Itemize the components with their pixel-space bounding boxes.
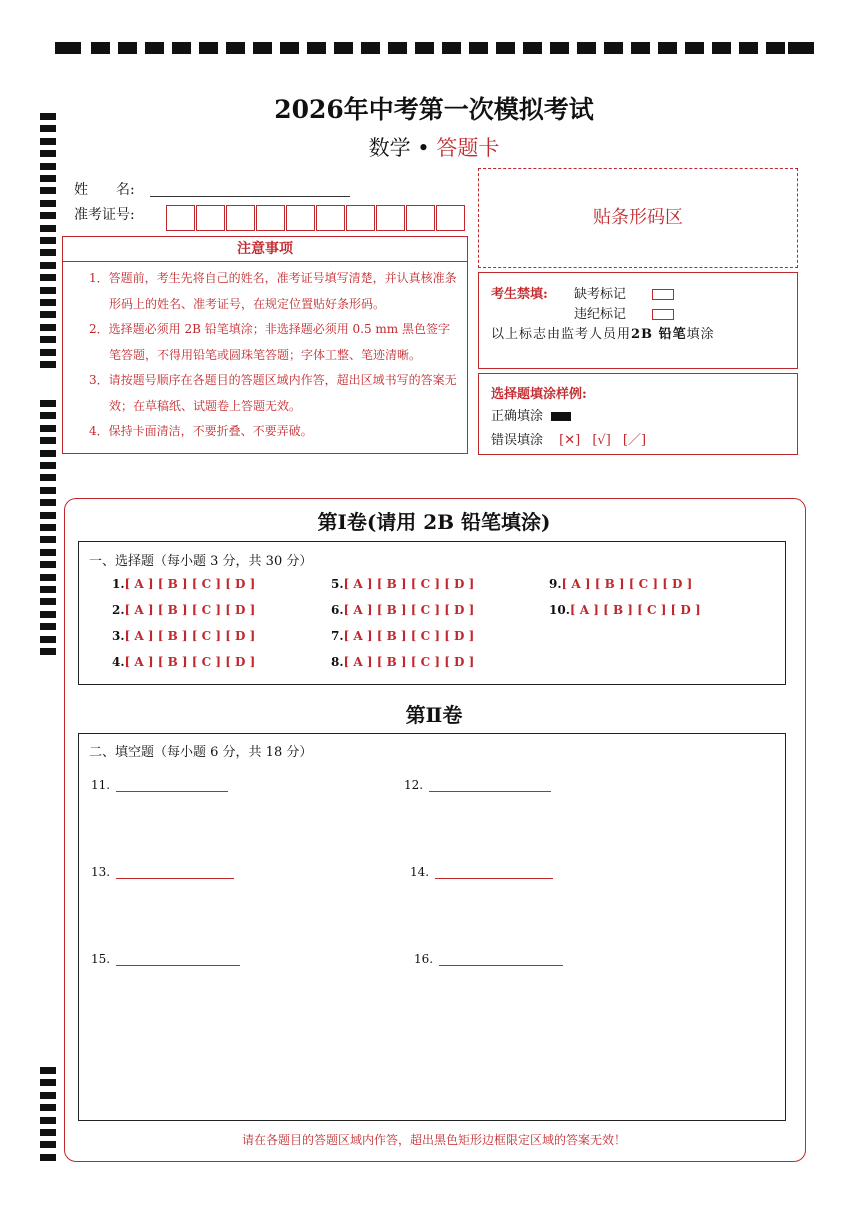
notice-title: 注意事项: [63, 237, 467, 262]
mc-question-number: 8.: [331, 655, 344, 669]
mc-options[interactable]: [ A ] [ B ] [ C ] [ D ]: [343, 603, 475, 617]
timing-mark: [118, 42, 137, 54]
timing-mark: [40, 536, 56, 543]
timing-mark: [91, 42, 110, 54]
timing-mark: [40, 336, 56, 343]
fill-answer-line[interactable]: [116, 790, 228, 792]
barcode-area: 贴条形码区: [478, 168, 798, 268]
timing-mark: [40, 237, 56, 244]
fill-question-number: 14.: [410, 865, 430, 879]
mc-question-number: 7.: [331, 629, 344, 643]
timing-mark: [766, 42, 785, 54]
timing-mark: [577, 42, 596, 54]
id-digit-box[interactable]: [406, 205, 435, 231]
notice-box: [62, 236, 468, 454]
mc-options[interactable]: [ A ] [ B ] [ C ] [ D ]: [343, 629, 475, 643]
timing-mark: [442, 42, 461, 54]
violation-mark[interactable]: [652, 309, 674, 320]
timing-mark: [361, 42, 380, 54]
timing-mark: [415, 42, 434, 54]
timing-mark: [40, 412, 56, 419]
id-number-field[interactable]: [166, 205, 466, 231]
fill-question: [414, 952, 563, 966]
mc-question-number: 10.: [549, 603, 570, 617]
timing-mark: [40, 125, 56, 132]
mc-question-number: 9.: [549, 577, 562, 591]
fill-answer-line[interactable]: [439, 964, 563, 966]
timing-mark: [40, 361, 56, 368]
timing-mark: [199, 42, 218, 54]
correct-row: [491, 405, 571, 424]
fill-sample-box: [478, 373, 798, 455]
mc-question-number: 5.: [331, 577, 344, 591]
mc-question-number: 4.: [112, 655, 125, 669]
mc-options[interactable]: [ A ] [ B ] [ C ] [ D ]: [343, 577, 475, 591]
forbid-note-bold: 2B 铅笔: [631, 327, 687, 342]
timing-mark: [40, 311, 56, 318]
mc-options[interactable]: [ A ] [ B ] [ C ] [ D ]: [569, 603, 701, 617]
timing-mark: [307, 42, 326, 54]
absent-label: 缺考标记: [574, 287, 627, 302]
timing-mark: [739, 42, 758, 54]
timing-mark: [631, 42, 650, 54]
mc-question: [331, 655, 474, 669]
violation-row: [574, 303, 674, 322]
mc-question-number: 6.: [331, 603, 344, 617]
page-title: 2026年中考第一次模拟考试: [274, 95, 594, 124]
mc-question: [549, 603, 701, 617]
timing-mark: [40, 1092, 56, 1099]
timing-mark: [40, 1104, 56, 1111]
violation-label: 违纪标记: [574, 307, 627, 322]
timing-mark: [172, 42, 191, 54]
fill-question: [91, 778, 228, 792]
wrong-mark-slash: [／]: [622, 433, 647, 448]
timing-mark: [40, 324, 56, 331]
fill-blank-section: [78, 733, 786, 1121]
timing-mark: [40, 1079, 56, 1086]
notice-item: 2．选择题必须用 2B 铅笔填涂；非选择题必须用 0.5 mm 黑色签字笔答题，不得用铅笔或圆珠笔答题；字体工整、笔迹清晰。: [89, 322, 451, 362]
correct-label: 正确填涂: [491, 409, 544, 424]
timing-mark: [40, 163, 56, 170]
fb-section-title: 二、填空题（每小题 6 分，共 18 分）: [89, 745, 313, 760]
forbid-note-text: 以上标志由监考人员用: [491, 327, 632, 342]
mc-question-number: 3.: [112, 629, 125, 643]
timing-mark: [280, 42, 299, 54]
id-digit-box[interactable]: [286, 205, 315, 231]
subject-label: 数学: [368, 136, 411, 160]
fill-answer-line[interactable]: [435, 877, 553, 879]
timing-mark: [523, 42, 542, 54]
fill-answer-line[interactable]: [116, 877, 234, 879]
correct-fill-mark: [551, 412, 571, 421]
timing-mark: [40, 349, 56, 356]
volume2-title: 第Ⅱ卷: [405, 703, 463, 727]
timing-mark: [40, 450, 56, 457]
timing-mark: [40, 462, 56, 469]
id-digit-box[interactable]: [346, 205, 375, 231]
timing-mark: [40, 1129, 56, 1136]
timing-mark: [40, 1141, 56, 1148]
timing-mark: [40, 287, 56, 294]
timing-mark: [40, 299, 56, 306]
sample-title: 选择题填涂样例:: [491, 387, 587, 402]
timing-mark: [334, 42, 353, 54]
timing-mark: [40, 1117, 56, 1124]
timing-mark: [40, 249, 56, 256]
wrong-mark-check: [√]: [592, 433, 611, 448]
timing-mark: [40, 487, 56, 494]
forbid-note: [491, 323, 715, 342]
mc-options[interactable]: [ A ] [ B ] [ C ] [ D ]: [124, 603, 256, 617]
mc-options[interactable]: [ A ] [ B ] [ C ] [ D ]: [124, 629, 256, 643]
timing-mark: [40, 187, 56, 194]
name-field[interactable]: [150, 195, 350, 197]
timing-mark: [40, 274, 56, 281]
timing-mark: [55, 42, 81, 54]
id-label: 准考证号:: [74, 207, 135, 223]
card-label: 答题卡: [436, 136, 500, 160]
mc-question: [112, 629, 255, 643]
name-label: 姓 名:: [74, 182, 135, 198]
mc-question: [331, 603, 474, 617]
fill-question: [404, 778, 551, 792]
timing-mark: [788, 42, 814, 54]
fill-question: [91, 952, 240, 966]
fill-question-number: 16.: [414, 952, 434, 966]
timing-mark: [226, 42, 245, 54]
notice-item: 3．请按题号顺序在各题目的答题区域内作答，超出区域书写的答案无效；在草稿纸、试题卷上答题无效。: [89, 373, 457, 413]
timing-mark: [40, 524, 56, 531]
timing-mark: [40, 611, 56, 618]
fill-question: [410, 865, 553, 879]
page-subtitle: [0, 132, 868, 162]
footer-note: 请在各题目的答题区域内作答，超出黑色矩形边框限定区域的答案无效！: [241, 1133, 626, 1147]
timing-mark: [685, 42, 704, 54]
mc-options[interactable]: [ A ] [ B ] [ C ] [ D ]: [343, 655, 475, 669]
mc-question: [331, 629, 474, 643]
wrong-row: [491, 429, 646, 448]
notice-item: 4．保持卡面清洁，不要折叠、不要弄破。: [89, 424, 313, 438]
timing-mark: [40, 262, 56, 269]
volume1-title: 第Ⅰ卷(请用 2B 铅笔填涂): [317, 510, 551, 534]
timing-mark: [40, 586, 56, 593]
id-digit-box[interactable]: [256, 205, 285, 231]
mc-options[interactable]: [ A ] [ B ] [ C ] [ D ]: [561, 577, 693, 591]
timing-mark: [40, 561, 56, 568]
mc-question-number: 2.: [112, 603, 125, 617]
absent-mark[interactable]: [652, 289, 674, 300]
timing-mark: [40, 225, 56, 232]
id-digit-box[interactable]: [436, 205, 465, 231]
fill-answer-line[interactable]: [429, 790, 551, 792]
timing-mark: [604, 42, 623, 54]
timing-marks-top: [55, 42, 815, 56]
forbid-note-text-end: 填涂: [686, 327, 715, 342]
timing-mark: [40, 1067, 56, 1074]
fill-question-number: 15.: [91, 952, 111, 966]
timing-mark: [40, 648, 56, 655]
timing-mark: [40, 175, 56, 182]
multiple-choice-section: [78, 541, 786, 685]
timing-mark: [496, 42, 515, 54]
timing-mark: [145, 42, 164, 54]
timing-mark: [469, 42, 488, 54]
mc-options[interactable]: [ A ] [ B ] [ C ] [ D ]: [124, 577, 256, 591]
timing-mark: [658, 42, 677, 54]
timing-mark: [40, 400, 56, 407]
timing-mark: [40, 499, 56, 506]
forbid-label: 考生禁填:: [491, 287, 548, 302]
timing-mark: [40, 1154, 56, 1161]
mc-question: [112, 603, 255, 617]
fill-question-number: 11.: [91, 778, 111, 792]
mc-section-title: 一、选择题（每小题 3 分，共 30 分）: [89, 554, 313, 569]
timing-mark: [550, 42, 569, 54]
mc-question-number: 1.: [112, 577, 125, 591]
fill-question-number: 12.: [404, 778, 424, 792]
mc-question: [112, 655, 255, 669]
timing-mark: [40, 549, 56, 556]
id-digit-box[interactable]: [196, 205, 225, 231]
timing-mark: [388, 42, 407, 54]
timing-mark: [40, 636, 56, 643]
timing-mark: [253, 42, 272, 54]
mc-question: [331, 577, 474, 591]
timing-mark: [40, 425, 56, 432]
wrong-label: 错误填涂: [491, 433, 544, 448]
exam-staff-box: [478, 272, 798, 369]
timing-mark: [40, 574, 56, 581]
id-digit-box[interactable]: [166, 205, 195, 231]
timing-mark: [712, 42, 731, 54]
absent-row: [574, 283, 674, 302]
fill-question: [91, 865, 234, 879]
subtitle-dot: •: [417, 136, 430, 160]
timing-mark: [40, 212, 56, 219]
wrong-mark-cross: [✕]: [559, 433, 581, 448]
timing-mark: [40, 437, 56, 444]
id-digit-box[interactable]: [226, 205, 255, 231]
timing-mark: [40, 474, 56, 481]
mc-question: [549, 577, 692, 591]
mc-question: [112, 577, 255, 591]
timing-mark: [40, 512, 56, 519]
id-digit-box[interactable]: [316, 205, 345, 231]
timing-mark: [40, 623, 56, 630]
timing-mark: [40, 598, 56, 605]
notice-item: 1．答题前，考生先将自己的姓名，准考证号填写清楚，并认真核准条形码上的姓名、准考证号，在规定位置贴好条形码。: [89, 271, 457, 311]
mc-options[interactable]: [ A ] [ B ] [ C ] [ D ]: [124, 655, 256, 669]
timing-mark: [40, 200, 56, 207]
fill-question-number: 13.: [91, 865, 111, 879]
fill-answer-line[interactable]: [116, 964, 240, 966]
id-digit-box[interactable]: [376, 205, 405, 231]
